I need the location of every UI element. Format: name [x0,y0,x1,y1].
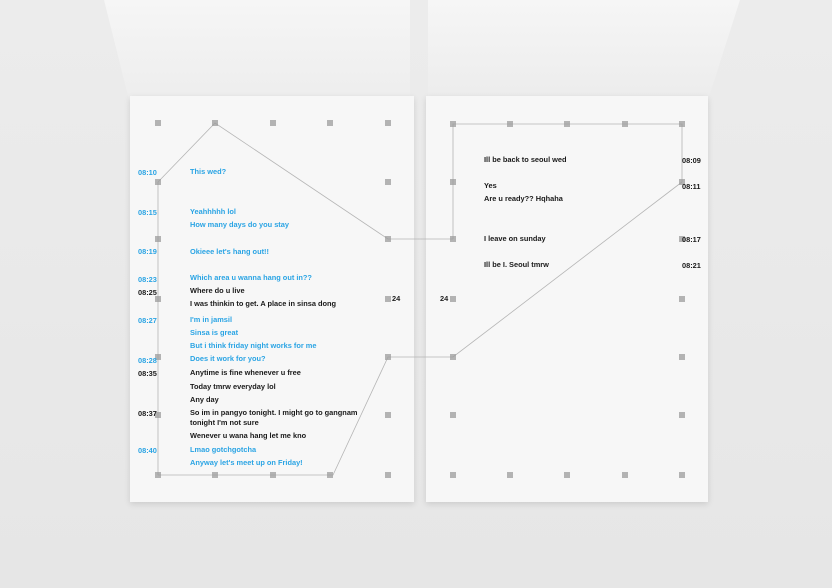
message: How many days do you stay [190,220,289,229]
message: Lmao gotchgotcha [190,445,257,454]
grid-marker [679,354,685,360]
grid-marker [327,472,333,478]
grid-marker [212,472,218,478]
grid-marker [564,472,570,478]
message: Does it work for you? [190,354,266,363]
grid-marker [450,354,456,360]
grid-marker [385,179,391,185]
message: Any day [190,395,219,404]
grid-marker [450,296,456,302]
message: I was thinkin to get. A place in sinsa dong [190,299,337,308]
grid-marker [155,179,161,185]
timestamp: 08:28 [138,356,157,365]
timestamp: 08:15 [138,208,157,217]
grid-marker [270,472,276,478]
page-number-left: 24 [392,294,401,303]
message: I leave on sunday [484,234,546,243]
grid-marker [327,120,333,126]
page-number-right: 24 [440,294,449,303]
grid-marker [679,412,685,418]
message: Yeahhhhh lol [190,207,236,216]
timestamp: 08:19 [138,247,157,256]
message: I'm in jamsil [190,315,233,324]
message: Which area u wanna hang out in?? [190,273,312,282]
grid-marker [622,472,628,478]
message: But i think friday night works for me [190,341,317,350]
grid-marker [385,236,391,242]
grid-marker [679,296,685,302]
timestamp: 08:25 [138,288,157,297]
grid-marker [679,121,685,127]
grid-marker [155,236,161,242]
timestamp: 08:37 [138,409,157,418]
timestamp: 08:27 [138,316,157,325]
grid-marker [450,236,456,242]
grid-marker [450,179,456,185]
timestamp: 08:11 [682,182,701,191]
message: So im in pangyo tonight. I might go to gangnam [190,408,358,417]
grid-marker [155,472,161,478]
message: Anytime is fine whenever u free [190,368,301,377]
message: Are u ready?? Hqhaha [484,194,563,203]
message: Ill be I. Seoul tmrw [484,260,549,269]
message: tonight I'm not sure [190,418,259,427]
timestamp: 08:21 [682,261,701,270]
grid-marker [450,121,456,127]
grid-marker [385,472,391,478]
grid-marker [385,120,391,126]
message: This wed? [190,167,227,176]
grid-marker [450,472,456,478]
message: Yes [484,181,497,190]
message: Today tmrw everyday lol [190,382,276,391]
grid-marker [507,472,513,478]
timestamp: 08:17 [682,235,701,244]
timestamp: 08:09 [682,156,701,165]
grid-marker [507,121,513,127]
message: Where do u live [190,286,245,295]
message: Wenever u wana hang let me kno [190,431,307,440]
grid-marker [385,296,391,302]
timestamp: 08:10 [138,168,157,177]
grid-marker [385,354,391,360]
timestamp: 08:23 [138,275,157,284]
grid-marker [679,472,685,478]
message: Okieee let's hang out!! [190,247,269,256]
grid-marker [270,120,276,126]
grid-marker [622,121,628,127]
message: Anyway let's meet up on Friday! [190,458,303,467]
grid-marker [212,120,218,126]
timestamp: 08:35 [138,369,157,378]
message: Sinsa is great [190,328,239,337]
grid-marker [155,120,161,126]
grid-marker [450,412,456,418]
grid-marker [564,121,570,127]
timestamp: 08:40 [138,446,157,455]
grid-marker [385,412,391,418]
message: Ill be back to seoul wed [484,155,567,164]
